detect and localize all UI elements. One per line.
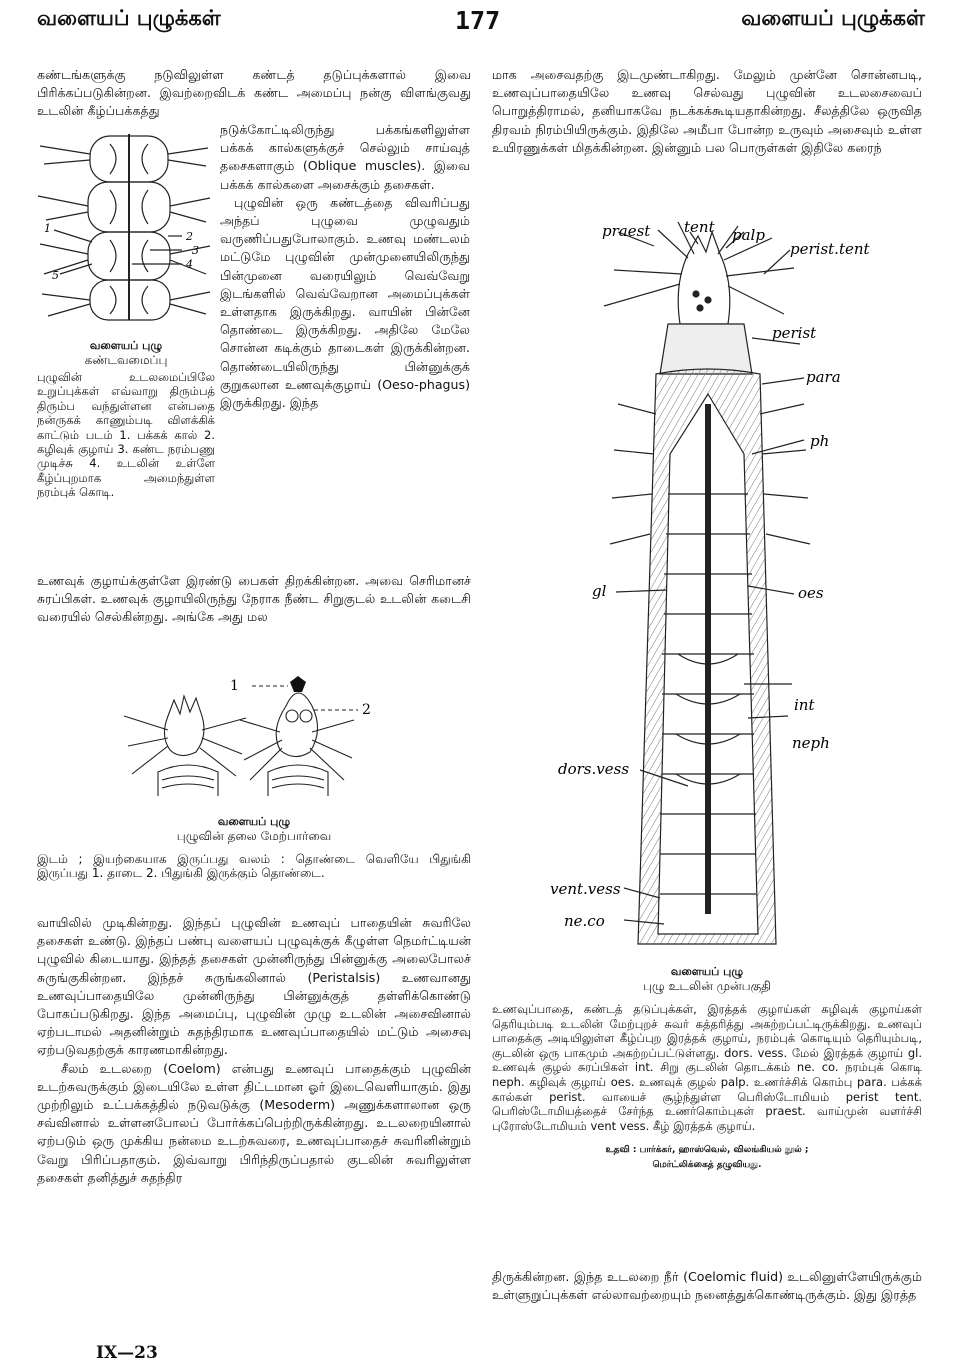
figure-title: வளையப் புழு xyxy=(89,339,163,352)
paragraph: சீலம் உடலறை (Coelom) என்பது உணவுப் பாதைக்கும் புழுவின் உடற்சுவருக்கும் இடையிலே உள்ள திட்டமான ஓர் இடைவெளியாகும். இது முற்றிலும் உட்பக்கத்தில் நடுவடுக்கு (Mesoderm) அணுக்களாலான ஒரு சவ்வினால் உள்ளனபோலப் போர்க்கப்பெற்றிருக்கின்றது. உடலறையினால் ஏற்படும் ஒரு முக்கிய நன்மை உடற்சுவரை, உணவுப்பாதைச் சுவரினின்றும் வேறு பிரிப்பதாகும். இவ்வாறு பிரிந்திருப்பதால் குடலின் சுவரிலுள்ள தசைகள் தனித்துச் சுதந்திர xyxy=(37,1060,471,1185)
worm-body-figure xyxy=(548,214,878,950)
fig1-label-1: 1 xyxy=(44,222,51,235)
paragraph: உணவுக் குழாய்க்குள்ளே இரண்டு பைகள் திறக்கின்றன. அவை செரிமானச் சுரப்பிகள். உணவுக் குழாயிலிருந்து நேராக நீண்ட சிறுகுடல் உடலின் கடைசி வரையில் செல்கின்றது. அங்கே அது மல xyxy=(37,573,471,625)
label-oes: oes xyxy=(798,584,824,602)
label-palp: palp xyxy=(732,226,765,244)
label-int: int xyxy=(794,696,815,714)
fig1-label-3: 3 xyxy=(192,244,199,257)
fig1-labels xyxy=(44,222,199,282)
fig2-label-1: 1 xyxy=(230,678,239,694)
label-ne-co: ne.co xyxy=(564,912,605,930)
page-number: 177 xyxy=(455,6,501,35)
segment-structure-figure xyxy=(30,124,216,324)
figure-caption: இடம் ; இயற்கையாக இருப்பது வலம் : தொண்டை வெளியே பிதுங்கி இருப்பது 1. தாடை 2. பிதுங்கி இருக்கும் தொண்டை. xyxy=(37,852,471,881)
right-column-bottom xyxy=(492,1268,922,1304)
fig1-caption-block xyxy=(37,338,215,500)
figure-credit: உதவி : பார்க்கர், ஹாஸ்வெல், விலங்கியல் நூல் ; xyxy=(605,1145,809,1156)
figure-subtitle: புழு உடலின் முன்பகுதி xyxy=(643,979,771,993)
label-tent: tent xyxy=(684,218,715,236)
fig2-label-2: 2 xyxy=(362,702,371,718)
worm-head-figure xyxy=(118,676,388,806)
figure-caption: உணவுப்பாதை, கண்டத் தடுப்புக்கள், இரத்தக் குழாய்கள் கழிவுக் குழாய்கள் தெரியும்படி உடலின் மேற்புறச் சுவர் கத்தரித்து அகற்றப்பட்டிருக்கிறது. உணவுப் பாதைக்கு அடியிலுள்ள கீழ்ப்புற இரத்தக் குழாய், நரம்புக் கொடியும் தெரியும்படி, குடலின் ஒரு பாகமும் அகற்றப்பட்டுள்ளது. dors. vess. மேல் இரத்தக் குழாய் gl. உணவுக் குழல் சுரப்பிகள் int. சிறு குடலின் தொடக்கம் ne. co. நரம்புக் கொடி neph. கழிவுக் குழாய் oes. உணவுக் குழல் palp. உணர்ச்சிக் கொம்பு para. பக்கக் கால்கள் perist. வாயைச் சூழ்ந்துள்ள பெரிஸ்டோமியம் perist tent. பெரிஸ்டோமியத்தைச் சேர்ந்த உணர்கொம்புகள் praest. வாய்முன் வளர்ச்சி புரோஸ்டோமியம் vent vess. கீழ் இரத்தக் குழாய். xyxy=(492,1002,922,1133)
label-gl: gl xyxy=(592,582,607,600)
paragraph: கண்டங்களுக்கு நடுவிலுள்ள கண்டத் தடுப்புக்களால் இவை பிரிக்கப்படுகின்றன. இவற்றைவிடக் கண்ட அமைப்பு நன்கு விளங்குவது உடலின் கீழ்ப்பக்கத்து xyxy=(37,67,471,119)
right-column-top xyxy=(492,66,922,157)
label-neph: neph xyxy=(792,734,830,752)
fig2-caption-block xyxy=(37,814,471,881)
fig1-label-5: 5 xyxy=(52,269,59,282)
paragraph: நடுக்கோட்டிலிருந்து பக்கங்களிலுள்ள பக்கக் கால்களுக்குச் செல்லும் சாய்வுத் தசைகளாகும் (Oblique muscles). இவை பக்கக் கால்களை அசைக்கும் தசைகள். xyxy=(220,122,470,192)
label-praest: praest xyxy=(602,222,651,240)
label-perist: perist xyxy=(772,324,817,342)
label-perist-tent: perist.tent xyxy=(790,240,870,258)
label-dors-vess: dors.vess xyxy=(558,760,630,778)
figure-credit: மெர்ட்லிக்கைத் தழுவியது. xyxy=(652,1160,762,1171)
left-column-continued xyxy=(37,572,471,627)
left-column-side xyxy=(220,121,470,412)
paragraph: மாக அசைவதற்கு இடமுண்டாகிறது. மேலும் முன்னே சொன்னபடி, உணவுப்பாதையிலே உணவு செல்வது புழுவின் உடலசைவைப் பொறுத்திராமல், தனியாகவே நடக்கக்கூடியதாகின்றது. சீலத்திலே ஒருவித திரவம் நிரம்பியிருக்கும். இதிலே அமீபா போன்ற உருவும் அசைவும் உள்ள உயிரணுக்கள் மிதக்கின்றன. இன்னும் பல பொருள்கள் இதிலே கரைந் xyxy=(492,67,922,155)
paragraph: வாயிலில் முடிகின்றது. இந்தப் புழுவின் உணவுப் பாதையின் சுவரிலே தசைகள் உண்டு. இந்தப் பண்பு வளையப் புழுவுக்குக் கீழுள்ள நெமர்ட்டியன் புழுவில் கிடையாது. இந்தத் தசைகள் முன்னிருந்து பின்னுக்கு அலைபோலச் சுருங்குகின்றன. இந்தச் சுருங்கலினால் (Peristalsis) உணவானது உணவுப்பாதையிலே முன்னிருந்து பின்னுக்குத் தள்ளிக்கொண்டு போகப்படுகிறது. இந்த அமைப்பு, புழுவின் முழு உடலின் அசைவினால் ஏற்படாமல் அதனின்றும் சுதந்திரமாக உணவுப்பாதையில் மட்டும் அசைவு ஏற்படுவதற்குக் காரணமாகின்றது. xyxy=(37,915,471,1058)
paragraph: திருக்கின்றன. இந்த உடலறை நீர் (Coelomic fluid) உடலினுள்ளேயிருக்கும் உள்ளுறுப்புக்கள் எல்லாவற்றையும் நனைத்துக்கொண்டிருக்கும். இது இரத்த xyxy=(492,1269,922,1303)
figure-caption: புழுவின் உடலமைப்பிலே உறுப்புக்கள் எவ்வாறு திரும்பத் திரும்ப வந்துள்ளன என்பதை நன்ருகக் காணும்படி விளக்கிக் காட்டும் படம் 1. பக்கக் கால் 2. கழிவுக் குழாய் 3. கண்ட நரம்பணு முடிச்சு 4. உடலின் உள்ளே கீழ்ப்புறமாக அமைந்துள்ள நரம்புக் கொடி. xyxy=(37,370,215,500)
figure-subtitle: புழுவின் தலை மேற்பார்வை xyxy=(176,829,332,843)
left-column-bottom xyxy=(37,914,471,1187)
label-vent-vess: vent.vess xyxy=(550,880,621,898)
running-header-right: வளையப் புழுக்கள் xyxy=(741,6,925,30)
fig3-caption-block xyxy=(492,964,922,1173)
label-para: para xyxy=(806,368,841,386)
label-ph: ph xyxy=(810,432,830,450)
fig1-label-4: 4 xyxy=(186,258,193,271)
footer-signature: IX—23 xyxy=(96,1343,158,1363)
running-header-left: வளையப் புழுக்கள் xyxy=(37,6,221,30)
left-column-top xyxy=(37,66,471,121)
figure-title: வளையப் புழு xyxy=(217,815,291,828)
fig1-label-2: 2 xyxy=(186,230,193,243)
figure-subtitle: கண்டவமைப்பு xyxy=(84,353,168,367)
figure-title: வளையப் புழு xyxy=(670,965,744,978)
paragraph: புழுவின் ஒரு கண்டத்தை விவரிப்பது அந்தப் புழுவை முழுவதும் வருணிப்பதுபோலாகும். உணவு மண்டலம் மட்டுமே புழுவின் முன்முனையிலிருந்து பின்முனை வரையிலும் வெவ்வேறு இடங்களில் வெவ்வேறான அமைப்புக்கள் உள்ளதாக இருக்கிறது. வாயின் பின்னே தொண்டை இருக்கிறது. அதிலே மேலே சொன்ன கடிக்கும் தாடைகள் இருக்கின்றன. தொண்டையிலிருந்து பின்னுக்குக் குறுகலான உணவுக்குழாய் (Oeso-phagus) இருக்கிறது. இந்த xyxy=(220,194,470,411)
